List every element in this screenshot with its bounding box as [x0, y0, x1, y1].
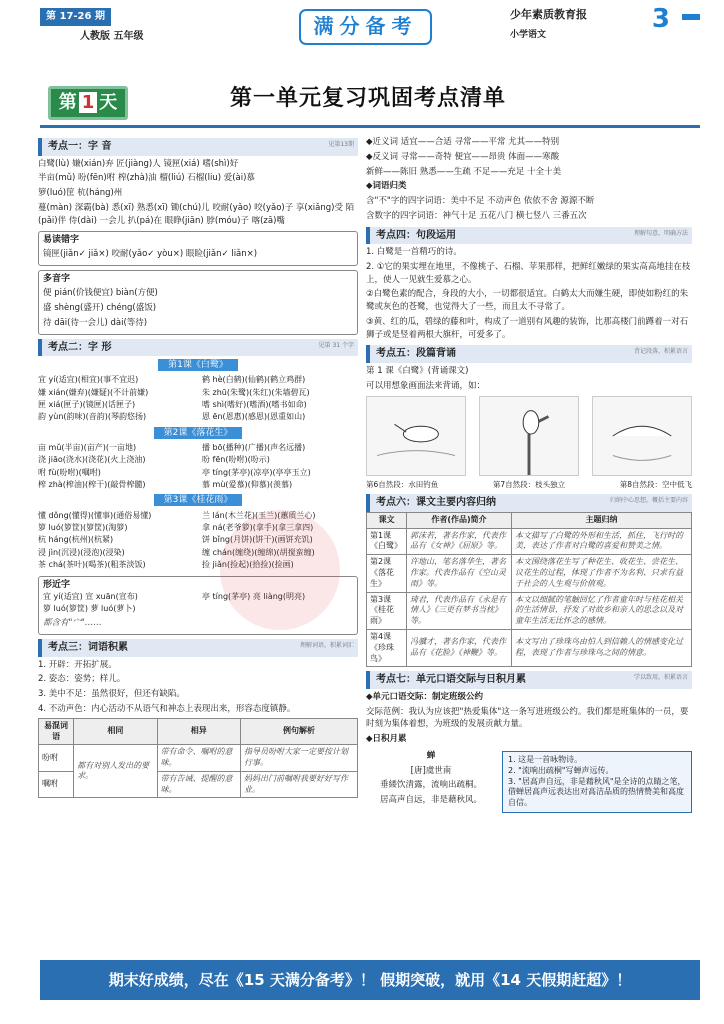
brand-logo: 满分备考 — [298, 8, 433, 46]
brand-frame-icon — [298, 8, 433, 46]
poem-notes: 1. 这是一首咏物诗。 2. "流响出疏桐"写蝉声远传。 3. "居高声自远，非是藉秋风"是全诗的点睛之笔，借蝉居高声远表达出对高洁品质的热情赞美和高度自信。 — [502, 751, 692, 813]
edition-label: 人教版 五年级 — [80, 30, 144, 42]
newspaper-name: 少年素质教育报 — [510, 8, 587, 21]
pinyin-line: 箩(luó)筐 杭(háng)州 — [38, 188, 123, 198]
watermark-stamp — [220, 510, 340, 630]
char-grid: 懂 dǒng(懂得)(懂事)(通俗易懂) 兰 lán(木兰花)(玉兰)(蕙质兰心) 箩 luó(箩筐)(箩筐)(淘箩) 拿 ná(老爷箩)(拿手)(拿三拿四) 杭 háng(杭州)(杭紧) 饼 bǐng(月饼)(饼干)(画饼充饥) 浸 jìn(沉浸)(浸泡)(浸染) 缠 chán(缠绕)(缠绵)(胡搅蛮缠) 茶 chá(茶叶)(喝茶)(粗茶淡饭) 捡 jiǎn(捡起)(拾捡)(捡画) — [38, 510, 316, 570]
section-1-title: 考点一：字 音 见第13期 — [38, 138, 358, 156]
similar-char-box: 形近字 宜 yí(适宜) 宣 xuān(宣布) 亭 tíng(茅亭) 亮 liàng(明亮) 箩 luó(箩筐) 萝 luó(萝卜) 都含有"宀"…… — [38, 576, 358, 636]
lesson-1-label: 第1课《白鹭》 — [158, 359, 238, 371]
lesson-2-label: 第2课《落花生》 — [154, 427, 243, 439]
egret-flying-icon — [592, 396, 692, 476]
section-6-title: 考点六：课文主要内容归纳 归纳中心思想，概括主要内容 — [366, 494, 692, 512]
title-row — [40, 78, 700, 128]
error-box: 易读错字 镜匣(jiǎn✓ jiǎ×) 咬耐(yǎo✓ yòu×) 眼睑(jiǎn✓ liǎn×) — [38, 231, 358, 266]
left-column: 考点一：字 音 见第13期 白鹭(lù) 嫌(xián)弃 匠(jiàng)人 镜匣(xiá) 嗜(shì)好 半亩(mǔ) 吩(fēn)咐 榨(zhà)油 榴(liú) 石榴(liu) 爱(ài)慕 箩(luó)筐 杭(háng)州 蔓(màn) 深霸(bà) 悉(xī) 熟悉(xī) 锄(chú)儿 咬耐(yǎo) 咬(yǎo)子 享(xiǎng)受 陌(pǎi)伴 侍(dài) 一会儿 扒(pá)在 眼睁(jiān) 脖(móu)子 喀(zā)嘴 易读错字 镜匣(jiǎn✓ jiǎ×) 咬耐(yǎo✓ yòu×) 眼睑(jiǎn✓ liǎn×) 多音字 便 pián(价钱便宜) biàn(方便) 盛 shèng(盛开) chéng(盛饭) 待 dāi(待一会儿) dài(等待) 考点二：字 形 见第 31 个字 第1课《白鹭》 宜 yí(适宜)(相宜)(事不宜迟) 鹤 hè(白鹤)(仙鹤)(鹤立鸡群) 嫌 xián(嫌弃)(嫌疑)(不计前嫌) 朱 zhū(朱鹭)(朱红)(朱墙碧瓦) 匣 xiá(匣子)(镜匣)(话匣子) 嗜 shì(嗜好)(嗜酒)(嗜书如命) 韵 yùn(韵味)(音韵)(琴韵悠扬) 恩 ēn(恩惠)(感恩)(恩重如山) 第2课《落花生》 亩 mǔ(半亩)(亩产)(一亩地) 播 bō(播种)(广播)(声名远播) 浇 jiāo(浇水)(浇花)(火上浇油) 吩 fēn(吩咐)(吩示) 咐 fù(吩咐)(嘱咐) 亭 tíng(茅亭)(凉亭)(亭亭玉立) 榨 zhà(榨油)(榨干)(敲骨榨髓) 慕 mù(爱慕)(仰慕)(羡慕) 第3课《桂花雨》 懂 dǒng(懂得)(懂事)(通俗易懂) 兰 lán(木兰花)(玉兰)(蕙质兰心) 箩 luó(箩筐)(箩筐)(淘箩) 拿 ná(老爷箩)(拿手)(拿三拿四) 杭 háng(杭州)(杭紧) 饼 bǐng(月饼)(饼干)(画饼充饥) 浸 jìn(沉浸)(浸泡)(浸染) 缠 chán(缠绕)(缠绵)(胡搅蛮缠) 茶 chá(茶叶)(喝茶)(粗茶淡饭) 捡 jiǎn(捡起)(拾捡)(捡画) 形近字 宜 yí(适宜) 宣 xuān(宣布) 亭 tíng(茅亭) 亮 liàng(明亮) 箩 luó(箩筐) 萝 luó(萝卜) 都含有"宀"…… 考点三：词语积累 理解词语，积累词汇 1. 开辟：开拓扩展。 2. 姿态：姿势；样儿。 3. 美中不足：虽然很好，但还有缺陷。 4. 不动声色：内心活动不从语气和神态上表现出来，形容态度镇静。 易混词语 相同 相异 例句解析 吩咐 都有对别人发出的要求。 带有命令、嘱咐的意味。 指导员吩咐大家一定要按计划行事。 嘱咐 带有告诫、提醒的意味。 妈妈出门前嘱咐我要好好写作业。 — [38, 134, 358, 798]
poem-area: 蝉 [唐]虞世南 垂緌饮清露，流响出疏桐。 居高声自远，非是藉秋风。 1. 这是一首咏物诗。 2. "流响出疏桐"写蝉声远传。 3. "居高声自远，非是藉秋风"是全诗的点睛之笔，借蝉居高声远表达出对高洁品质的热情赞美和高度自信。 — [366, 748, 692, 816]
egret-perch-icon — [479, 396, 579, 476]
page-number: 3 — [651, 4, 670, 34]
section-4-title: 考点四：句段运用 理解句意，明确方法 — [366, 227, 692, 245]
egret-fishing-icon — [366, 396, 466, 476]
char-grid: 亩 mǔ(半亩)(亩产)(一亩地) 播 bō(播种)(广播)(声名远播) 浇 jiāo(浇水)(浇花)(火上浇油) 吩 fēn(吩咐)(吩示) 咐 fù(吩咐)(嘱咐) 亭 tíng(茅亭)(凉亭)(亭亭玉立) 榨 zhà(榨油)(榨干)(敲骨榨髓) 慕 mù(爱慕)(仰慕)(羡慕) — [38, 442, 311, 490]
header — [0, 0, 724, 70]
polyphone-box: 多音字 便 pián(价钱便宜) biàn(方便) 盛 shèng(盛开) chéng(盛饭) 待 dāi(待一会儿) dài(等待) — [38, 270, 358, 334]
right-column: ◆近义词 适宜——合适 寻常——平常 尤其——特别 ◆反义词 寻常——奇特 便宜——昂贵 体面——寒酸 新鲜——陈旧 熟悉——生疏 不足——充足 十全十美 ◆词语归类 含"不"字的四字词语：美中不足 不动声色 依依不舍 源源不断 含数字的四字词语：神气十足 五花八门 横七竖八 三番五次 考点四：句段运用 理解句意，明确方法 1. 白鹭是一首精巧的诗。 2. ①它的果实埋在地里，不像桃子、石榴、苹果那样，把鲜红嫩绿的果实高高地挂在枝上，使人一见就生爱慕之心。 ②白鹭色素的配合，身段的大小，一切都很适宜。白鹤太大而嫌生硬，即使如粉红的朱鹭或灰色的苍鹭，也觉得大了一些，而且太不寻常了。 ③黄、红的瓜，碧绿的藤和叶，构成了一道别有风趣的装饰，比那高楼门前蹲着一对石狮子或是竖着两根大旗杆，可爱多了。 考点五：段篇背诵 背记段落，积累语言 第 1 课《白鹭》(背诵课文) 可以用想象画面法来背诵，如： 第6自然段：水田钓鱼 第7自然段：枝头独立 第8自然段：空中低飞 考点六：课文主要内容归纳 归纳中心思想，概括主要内容 课文 作者(作品)简介 主题归纳 第1课《白鹭》 郭沫若，著名作家，代表作品有《女神》《屈原》等。 本文描写了白鹭的外形和生活，抓住，飞行时的美，表达了作者对白鹭的喜爱和赞美之情。 第2课《落花生》 许地山，笔名落华生，著名作家。代表作品有《空山灵雨》等。 本文围绕落花生写了种花生、收花生、尝花生、议花生的过程，体现了作者不为名利、只求有益于社会的人生观与价值观。 第3课《桂花雨》 琦君，代表作品有《永是有情人》《三更有梦书当枕》等。 本文以细腻的笔触回忆了作者童年时与桂花相关的生活情景，抒发了对故乡和亲人的思念以及对童年生活无比怀念的感情。 第4课《珍珠鸟》 冯骥才，著名作家，代表作品有《花脸》《神鞭》等。 本文写出了珍珠鸟由怕人到信赖人的情感变化过程，表现了作者与珍珠鸟之间的情意。 考点七：单元口语交际与日积月累 学以致用，积累语言 ◆单元口语交际：制定班级公约 交际范例：我认为应该把"热爱集体"这一条写进班级公约。我们都是班集体的一员，要时刻为集体着想，为班级的发展贡献力量。 ◆日积月累 蝉 [唐]虞世南 垂緌饮清露，流响出疏桐。 居高声自远，非是藉秋风。 1. 这是一首咏物诗。 2. "流响出疏桐"写蝉声远传。 3. "居高声自远，非是藉秋风"是全诗的点睛之笔，借蝉居高声远表达出对高洁品质的热情赞美和高度自信。 — [366, 134, 692, 816]
issue-label: 第 17-26 期 — [40, 8, 111, 26]
page-title: 第一单元复习巩固考点清单 — [230, 86, 507, 111]
pinyin-line: 白鹭(lù) 嫌(xián)弃 匠(jiàng)人 镜匣(xiá) 嗜(shì)好 — [38, 158, 239, 169]
lesson-3-label: 第3课《桂花雨》 — [154, 494, 243, 506]
egret-illustrations — [366, 396, 692, 476]
day-badge: 第 1 天 — [48, 86, 128, 120]
section-5-title: 考点五：段篇背诵 背记段落，积累语言 — [366, 345, 692, 363]
section-3-title: 考点三：词语积累 理解词语，积累词汇 — [38, 639, 358, 657]
subject-label: 小学语文 — [510, 29, 547, 40]
lesson-summary-table: 课文 作者(作品)简介 主题归纳 第1课《白鹭》 郭沫若，著名作家，代表作品有《女神》《屈原》等。 本文描写了白鹭的外形和生活，抓住，飞行时的美，表达了作者对白鹭的喜爱和赞美之情。 第2课《落花生》 许地山，笔名落华生，著名作家。代表作品有《空山灵雨》等。 本文围绕落花生写了种花生、收花生、尝花生、议花生的过程，体现了作者不为名利、只求有益于社会的人生观与价值观。 第3课《桂花雨》 琦君，代表作品有《永是有情人》《三更有梦书当枕》等。 本文以细腻的笔触回忆了作者童年时与桂花相关的生活情景，抒发了对故乡和亲人的思念以及对童年生活无比怀念的感情。 第4课《珍珠鸟》 冯骥才，著名作家，代表作品有《花脸》《神鞭》等。 本文写出了珍珠鸟由怕人到信赖人的情感变化过程，表现了作者与珍珠鸟之间的情意。 — [366, 512, 692, 668]
header-bar — [682, 14, 700, 20]
footer-banner: 期末好成绩，尽在《15 天满分备考》！ 假期突破，就用《14 天假期赶超》！ — [40, 960, 700, 1000]
char-grid: 宜 yí(适宜)(相宜)(事不宜迟) 鹤 hè(白鹤)(仙鹤)(鹤立鸡群) 嫌 xián(嫌弃)(嫌疑)(不计前嫌) 朱 zhū(朱鹭)(朱红)(朱墙碧瓦) 匣 xiá(匣子)(镜匣)(话匣子) 嗜 shì(嗜好)(嗜酒)(嗜书如命) 韵 yùn(韵味)(音韵)(琴韵悠扬) 恩 ēn(恩惠)(感恩)(恩重如山) — [38, 375, 310, 422]
section-2-title: 考点二：字 形 见第 31 个字 — [38, 339, 358, 357]
pinyin-line: 半亩(mǔ) 吩(fēn)咐 榨(zhà)油 榴(liú) 石榴(liu) 爱(ài)慕 — [38, 173, 255, 184]
section-7-title: 考点七：单元口语交际与日积月累 学以致用，积累语言 — [366, 671, 692, 689]
word-compare-table: 易混词语 相同 相异 例句解析 吩咐 都有对别人发出的要求。 带有命令、嘱咐的意味。 指导员吩咐大家一定要按计划行事。 嘱咐 带有告诫、提醒的意味。 妈妈出门前嘱咐我要好好写作业。 — [38, 718, 358, 799]
pinyin-line: 蔓(màn) 深霸(bà) 悉(xī) 熟悉(xī) 锄(chú)儿 咬耐(yǎo) 咬(yǎo)子 享(xiǎng)受 陌(pǎi)伴 侍(dài) 一会儿 扒(pá)在 眼睁(jiān) 脖(móu)子 喀(zā)嘴 — [38, 202, 355, 226]
